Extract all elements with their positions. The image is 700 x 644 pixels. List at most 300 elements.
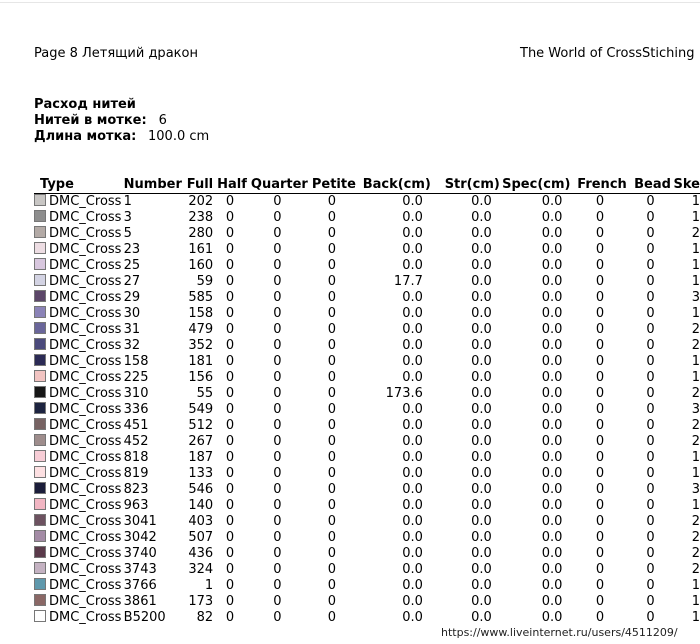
cell-quarter: 0 <box>273 514 282 529</box>
cell-number: 31 <box>123 322 141 337</box>
cell-french: 0 <box>595 242 605 257</box>
cell-str: 0.0 <box>471 466 492 481</box>
color-swatch <box>34 418 46 430</box>
thread-table <box>34 176 700 626</box>
column-header-type: Type <box>34 176 124 194</box>
cell-bead: 0 <box>646 258 655 273</box>
cell-str: 0.0 <box>471 370 492 385</box>
cell-quarter: 0 <box>273 210 282 225</box>
cell-petite: 0 <box>327 386 336 401</box>
cell-type <box>34 194 124 211</box>
cell-ske: 1 <box>691 450 700 465</box>
thread-type: DMC_Cross <box>49 546 122 561</box>
cell-bead: 0 <box>646 482 655 497</box>
cell-bead: 0 <box>646 562 655 577</box>
table-row <box>34 194 700 211</box>
table-row <box>34 594 700 610</box>
cell-spec: 0.0 <box>541 210 563 225</box>
color-swatch <box>34 466 46 478</box>
cell-quarter: 0 <box>273 370 282 385</box>
cell-spec: 0.0 <box>541 482 563 497</box>
color-swatch <box>34 322 46 334</box>
cell-quarter: 0 <box>273 258 282 273</box>
cell-petite: 0 <box>327 290 336 305</box>
cell-type <box>34 338 124 354</box>
cell-spec: 0.0 <box>541 226 563 241</box>
cell-spec: 0.0 <box>541 386 563 401</box>
cell-back: 0.0 <box>402 610 423 625</box>
cell-french: 0 <box>595 274 605 289</box>
cell-back: 0.0 <box>402 290 423 305</box>
cell-spec: 0.0 <box>541 450 563 465</box>
cell-str: 0.0 <box>471 514 492 529</box>
cell-french: 0 <box>595 226 605 241</box>
cell-str: 0.0 <box>471 242 492 257</box>
cell-spec: 0.0 <box>541 338 563 353</box>
cell-quarter: 0 <box>273 242 282 257</box>
cell-number: 27 <box>123 274 141 289</box>
table-row <box>34 226 700 242</box>
cell-french: 0 <box>595 450 605 465</box>
cell-back: 0.0 <box>402 258 423 273</box>
cell-number: 452 <box>123 434 149 449</box>
cell-full: 479 <box>188 322 214 337</box>
cell-french: 0 <box>595 194 605 209</box>
length-value: 100.0 cm <box>148 129 210 144</box>
cell-french: 0 <box>595 338 605 353</box>
cell-number: 225 <box>123 370 149 385</box>
cell-str: 0.0 <box>471 418 492 433</box>
cell-french: 0 <box>595 514 605 529</box>
cell-petite: 0 <box>327 322 336 337</box>
cell-str: 0.0 <box>471 322 492 337</box>
color-swatch <box>34 482 46 494</box>
cell-spec: 0.0 <box>541 194 563 209</box>
cell-type <box>34 386 124 402</box>
cell-quarter: 0 <box>273 530 282 545</box>
cell-str: 0.0 <box>471 434 492 449</box>
thread-type: DMC_Cross <box>49 514 122 529</box>
cell-spec: 0.0 <box>541 402 563 417</box>
cell-back: 0.0 <box>402 514 423 529</box>
cell-ske: 2 <box>691 226 700 241</box>
cell-bead: 0 <box>646 370 655 385</box>
cell-quarter: 0 <box>273 594 282 609</box>
color-swatch <box>34 370 46 382</box>
cell-type <box>34 274 124 290</box>
cell-type <box>34 258 124 274</box>
cell-number: 5 <box>123 226 132 241</box>
cell-back: 0.0 <box>402 242 423 257</box>
cell-type <box>34 306 124 322</box>
cell-half: 0 <box>225 546 235 561</box>
color-swatch <box>34 450 46 462</box>
cell-number: 818 <box>123 450 149 465</box>
table-row <box>34 322 700 338</box>
cell-str: 0.0 <box>471 482 492 497</box>
cell-str: 0.0 <box>471 450 492 465</box>
cell-full: 187 <box>188 450 214 465</box>
cell-french: 0 <box>595 290 605 305</box>
page-header-title: Page 8 Летящий дракон <box>34 46 198 61</box>
cell-half: 0 <box>225 306 235 321</box>
cell-half: 0 <box>225 402 235 417</box>
color-swatch <box>34 306 46 318</box>
cell-petite: 0 <box>327 530 336 545</box>
summary-strands-row <box>34 113 209 129</box>
cell-half: 0 <box>225 610 235 625</box>
cell-spec: 0.0 <box>541 322 563 337</box>
cell-number: 29 <box>123 290 141 305</box>
color-swatch <box>34 514 46 526</box>
cell-half: 0 <box>225 290 235 305</box>
color-swatch <box>34 434 46 446</box>
strands-value: 6 <box>158 113 167 128</box>
color-swatch <box>34 546 46 558</box>
cell-bead: 0 <box>646 418 655 433</box>
cell-number: 3743 <box>123 562 157 577</box>
cell-bead: 0 <box>646 322 655 337</box>
cell-french: 0 <box>595 210 605 225</box>
cell-french: 0 <box>595 258 605 273</box>
cell-quarter: 0 <box>273 338 282 353</box>
cell-full: 156 <box>188 370 214 385</box>
cell-french: 0 <box>595 530 605 545</box>
cell-quarter: 0 <box>273 306 282 321</box>
cell-french: 0 <box>595 402 605 417</box>
cell-type <box>34 418 124 434</box>
cell-str: 0.0 <box>471 210 492 225</box>
thread-type: DMC_Cross <box>49 354 122 369</box>
cell-type <box>34 290 124 306</box>
cell-full: 133 <box>188 466 214 481</box>
cell-ske: 1 <box>691 210 700 225</box>
thread-type: DMC_Cross <box>49 226 122 241</box>
cell-bead: 0 <box>646 610 655 625</box>
cell-type <box>34 594 124 610</box>
cell-number: 819 <box>123 466 149 481</box>
thread-summary <box>34 97 209 145</box>
color-swatch <box>34 338 46 350</box>
top-rule <box>0 2 700 3</box>
table-row <box>34 530 700 546</box>
cell-half: 0 <box>225 258 235 273</box>
cell-ske: 1 <box>691 306 700 321</box>
cell-french: 0 <box>595 354 605 369</box>
cell-half: 0 <box>225 514 235 529</box>
cell-back: 0.0 <box>402 194 423 209</box>
cell-half: 0 <box>225 434 235 449</box>
cell-bead: 0 <box>646 594 655 609</box>
length-label: Длина мотка: <box>34 129 137 144</box>
cell-number: 3861 <box>123 594 157 609</box>
table-row <box>34 290 700 306</box>
column-header-quarter: Quarter <box>247 176 308 194</box>
cell-full: 585 <box>188 290 214 305</box>
thread-type: DMC_Cross <box>49 594 122 609</box>
thread-type: DMC_Cross <box>49 258 122 273</box>
table-row <box>34 338 700 354</box>
cell-full: 160 <box>188 258 214 273</box>
cell-half: 0 <box>225 418 235 433</box>
cell-full: 158 <box>188 306 214 321</box>
cell-bead: 0 <box>646 290 655 305</box>
cell-str: 0.0 <box>471 594 492 609</box>
cell-str: 0.0 <box>471 562 492 577</box>
table-row <box>34 466 700 482</box>
cell-str: 0.0 <box>471 226 492 241</box>
table-row <box>34 498 700 514</box>
cell-petite: 0 <box>327 370 336 385</box>
cell-ske: 1 <box>691 594 700 609</box>
cell-spec: 0.0 <box>541 530 563 545</box>
color-swatch <box>34 194 46 206</box>
cell-french: 0 <box>595 594 605 609</box>
cell-type <box>34 322 124 338</box>
cell-full: 59 <box>196 274 214 289</box>
cell-number: 823 <box>123 482 149 497</box>
cell-petite: 0 <box>327 610 336 625</box>
color-swatch <box>34 290 46 302</box>
cell-french: 0 <box>595 370 605 385</box>
cell-quarter: 0 <box>273 610 282 625</box>
cell-french: 0 <box>595 466 605 481</box>
cell-back: 0.0 <box>402 210 423 225</box>
column-header-petite: Petite <box>308 176 356 194</box>
cell-quarter: 0 <box>273 290 282 305</box>
cell-quarter: 0 <box>273 226 282 241</box>
cell-full: 324 <box>188 562 214 577</box>
cell-quarter: 0 <box>273 482 282 497</box>
cell-quarter: 0 <box>273 402 282 417</box>
cell-quarter: 0 <box>273 450 282 465</box>
thread-type: DMC_Cross <box>49 322 122 337</box>
cell-back: 0.0 <box>402 530 423 545</box>
cell-type <box>34 466 124 482</box>
cell-type <box>34 402 124 418</box>
cell-petite: 0 <box>327 594 336 609</box>
cell-str: 0.0 <box>471 386 492 401</box>
cell-str: 0.0 <box>471 274 492 289</box>
cell-type <box>34 450 124 466</box>
summary-title-row <box>34 97 209 113</box>
column-header-speccm: Spec(cm) <box>500 176 571 194</box>
thread-type: DMC_Cross <box>49 450 122 465</box>
cell-bead: 0 <box>646 226 655 241</box>
cell-spec: 0.0 <box>541 354 563 369</box>
cell-spec: 0.0 <box>541 546 563 561</box>
cell-half: 0 <box>225 274 235 289</box>
cell-petite: 0 <box>327 306 336 321</box>
color-swatch <box>34 226 46 238</box>
cell-back: 0.0 <box>402 306 423 321</box>
cell-number: 336 <box>123 402 149 417</box>
cell-type <box>34 498 124 514</box>
cell-bead: 0 <box>646 242 655 257</box>
cell-spec: 0.0 <box>541 466 563 481</box>
cell-bead: 0 <box>646 514 655 529</box>
cell-quarter: 0 <box>273 434 282 449</box>
cell-spec: 0.0 <box>541 578 563 593</box>
column-header-strcm: Str(cm) <box>431 176 500 194</box>
cell-full: 512 <box>188 418 214 433</box>
cell-french: 0 <box>595 562 605 577</box>
table-row <box>34 210 700 226</box>
cell-str: 0.0 <box>471 530 492 545</box>
thread-type: DMC_Cross <box>49 386 122 401</box>
cell-ske: 2 <box>691 434 700 449</box>
column-header-bead: Bead <box>630 176 672 194</box>
cell-number: 25 <box>123 258 141 273</box>
thread-type: DMC_Cross <box>49 610 122 625</box>
thread-type: DMC_Cross <box>49 242 122 257</box>
cell-half: 0 <box>225 322 235 337</box>
cell-ske: 2 <box>691 338 700 353</box>
cell-number: 158 <box>123 354 149 369</box>
cell-ske: 1 <box>691 370 700 385</box>
cell-number: 3 <box>123 210 132 225</box>
cell-french: 0 <box>595 322 605 337</box>
cell-half: 0 <box>225 466 235 481</box>
cell-back: 0.0 <box>402 498 423 513</box>
table-body <box>34 194 700 627</box>
cell-half: 0 <box>225 370 235 385</box>
cell-ske: 1 <box>691 610 700 625</box>
column-header-ske: Ske <box>673 176 700 192</box>
cell-french: 0 <box>595 386 605 401</box>
cell-back: 0.0 <box>402 354 423 369</box>
table-row <box>34 306 700 322</box>
cell-quarter: 0 <box>273 562 282 577</box>
cell-type <box>34 354 124 370</box>
cell-french: 0 <box>595 610 605 625</box>
column-header-backcm: Back(cm) <box>356 176 431 194</box>
summary-title: Расход нитей <box>34 97 136 112</box>
cell-back: 0.0 <box>402 578 423 593</box>
cell-petite: 0 <box>327 226 336 241</box>
color-swatch <box>34 562 46 574</box>
color-swatch <box>34 594 46 606</box>
thread-type: DMC_Cross <box>49 466 122 481</box>
cell-spec: 0.0 <box>541 370 563 385</box>
cell-half: 0 <box>225 594 235 609</box>
cell-spec: 0.0 <box>541 418 563 433</box>
cell-spec: 0.0 <box>541 242 563 257</box>
cell-quarter: 0 <box>273 274 282 289</box>
thread-type: DMC_Cross <box>49 306 122 321</box>
cell-ske: 1 <box>691 578 700 593</box>
thread-type: DMC_Cross <box>49 194 122 209</box>
cell-bead: 0 <box>646 210 655 225</box>
cell-number: 3766 <box>123 578 157 593</box>
cell-full: 403 <box>188 514 214 529</box>
table-row <box>34 418 700 434</box>
cell-french: 0 <box>595 434 605 449</box>
cell-type <box>34 226 124 242</box>
cell-petite: 0 <box>327 466 336 481</box>
cell-full: 161 <box>188 242 214 257</box>
cell-ske: 2 <box>691 562 700 577</box>
cell-full: 436 <box>188 546 214 561</box>
table-row <box>34 242 700 258</box>
summary-length-row <box>34 129 209 145</box>
cell-bead: 0 <box>646 354 655 369</box>
cell-full: 238 <box>188 210 214 225</box>
cell-ske: 3 <box>691 402 700 417</box>
cell-bead: 0 <box>646 306 655 321</box>
thread-type: DMC_Cross <box>49 434 122 449</box>
cell-quarter: 0 <box>273 322 282 337</box>
cell-str: 0.0 <box>471 194 492 209</box>
cell-bead: 0 <box>646 402 655 417</box>
cell-back: 0.0 <box>402 418 423 433</box>
thread-type: DMC_Cross <box>49 578 122 593</box>
page-header-site: The World of CrossStiching <box>520 46 695 61</box>
cell-spec: 0.0 <box>541 434 563 449</box>
cell-petite: 0 <box>327 498 336 513</box>
cell-type <box>34 434 124 450</box>
thread-type: DMC_Cross <box>49 402 122 417</box>
cell-half: 0 <box>225 530 235 545</box>
cell-half: 0 <box>225 226 235 241</box>
cell-french: 0 <box>595 418 605 433</box>
cell-back: 0.0 <box>402 322 423 337</box>
column-header-full: Full <box>182 176 213 194</box>
color-swatch <box>34 210 46 222</box>
thread-type: DMC_Cross <box>49 210 122 225</box>
cell-petite: 0 <box>327 194 336 209</box>
color-swatch <box>34 530 46 542</box>
cell-petite: 0 <box>327 210 336 225</box>
cell-petite: 0 <box>327 562 336 577</box>
thread-type: DMC_Cross <box>49 274 122 289</box>
cell-bead: 0 <box>646 434 655 449</box>
table-row <box>34 386 700 402</box>
cell-bead: 0 <box>646 386 655 401</box>
cell-full: 55 <box>196 386 214 401</box>
cell-quarter: 0 <box>273 466 282 481</box>
color-swatch <box>34 242 46 254</box>
cell-number: 1 <box>123 194 132 209</box>
column-header-half: Half <box>213 176 247 194</box>
thread-type: DMC_Cross <box>49 338 122 353</box>
cell-french: 0 <box>595 546 605 561</box>
cell-bead: 0 <box>646 338 655 353</box>
cell-type <box>34 610 124 626</box>
cell-back: 0.0 <box>402 482 423 497</box>
cell-ske: 1 <box>691 194 700 209</box>
thread-type: DMC_Cross <box>49 562 122 577</box>
thread-type: DMC_Cross <box>49 418 122 433</box>
color-swatch <box>34 498 46 510</box>
cell-type <box>34 578 124 594</box>
thread-type: DMC_Cross <box>49 290 122 305</box>
cell-full: 82 <box>196 610 214 625</box>
cell-spec: 0.0 <box>541 514 563 529</box>
cell-quarter: 0 <box>273 578 282 593</box>
cell-back: 17.7 <box>393 274 423 289</box>
cell-half: 0 <box>225 354 235 369</box>
cell-full: 1 <box>204 578 214 593</box>
cell-back: 0.0 <box>402 546 423 561</box>
table-row <box>34 610 700 626</box>
color-swatch <box>34 402 46 414</box>
cell-ske: 3 <box>691 482 700 497</box>
cell-type <box>34 514 124 530</box>
cell-spec: 0.0 <box>541 594 563 609</box>
cell-type <box>34 482 124 498</box>
cell-bead: 0 <box>646 194 655 209</box>
